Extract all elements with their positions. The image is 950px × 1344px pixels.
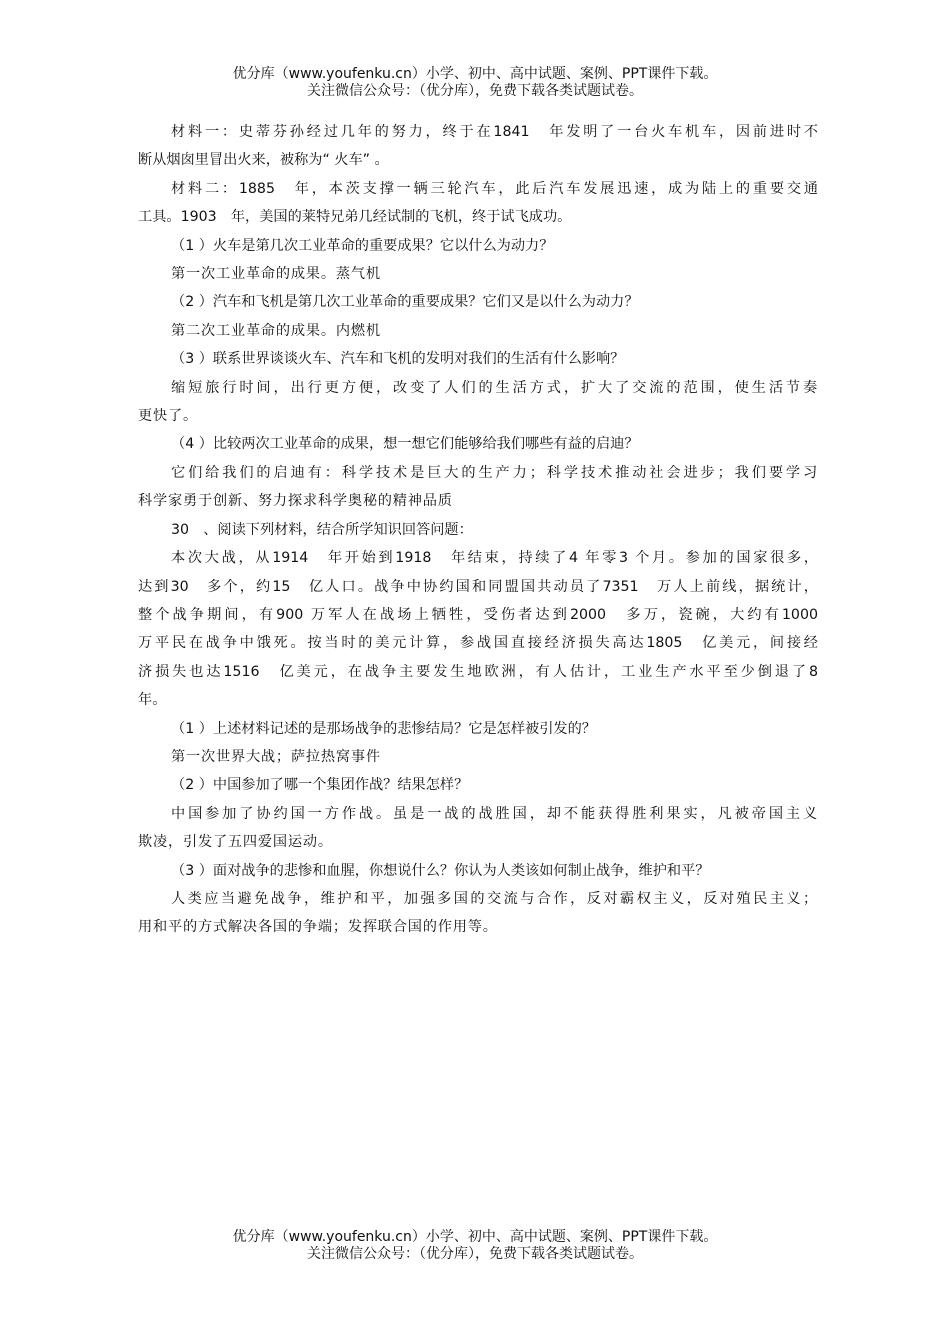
q29-question-2: （2 ）汽车和飞机是第几次工业革命的重要成果？它们又是以什么为动力？ [171, 294, 639, 311]
q29-question-1: （1 ）火车是第几次工业革命的重要成果？它以什么为动力？ [171, 237, 554, 254]
q30-question-2: （2 ）中国参加了哪一个集团作战？结果怎样？ [171, 777, 469, 794]
q30-question-3: （3 ）面对战争的悲惨和血腥，你想说什么？你认为人类该如何制止战争，维护和平？ [171, 862, 710, 879]
q29-material-one-line1: 材料一：史蒂芬孙经过几年的努力，终于在1841 年发明了一台火车机车，因前进时不 [171, 124, 818, 140]
q29-answer-4-line2: 科学家勇于创新、努力探求科学奥秘的精神品质 [138, 493, 453, 510]
q29-answer-3-line1: 缩短旅行时间，出行更方便，改变了人们的生活方式，扩大了交流的范围，使生活节奏 [171, 379, 818, 396]
q30-answer-3-line2: 用和平的方式解决各国的争端；发挥联合国的作用等。 [138, 919, 498, 936]
q30-answer-2-line2: 欺凌，引发了五四爱国运动。 [138, 834, 333, 851]
q29-question-4: （4 ）比较两次工业革命的成果，想一想它们能够给我们哪些有益的启迪？ [171, 436, 639, 453]
header-line-site: 优分库（www.youfenku.cn）小学、初中、高中试题、案例、PPT课件下载。 [232, 66, 718, 82]
q29-material-one-line2: 断从烟囱里冒出火来，被称为“ 火车” 。 [138, 152, 389, 169]
q30-material-line5: 济损失也达1516 亿美元，在战争主要发生地欧洲，有人估计，工业生产水平至少倒退了8 [138, 663, 818, 680]
q30-question-1: （1 ）上述材料记述的是那场战争的悲惨结局？它是怎样被引发的？ [171, 720, 596, 737]
q29-material-two-line2: 工具。1903 年，美国的莱特兄弟几经试制的飞机，终于试飞成功。 [138, 209, 572, 226]
q30-material-line3: 整个战争期间，有900 万军人在战场上牺牲，受伤者达到2000 多万，瓷碗，大约有1000 [138, 606, 818, 623]
q30-material-line4: 万平民在战争中饿死。按当时的美元计算，参战国直接经济损失高达1805 亿美元，间接经 [138, 635, 818, 652]
q30-material-line2: 达到30 多个，约15 亿人口。战争中协约国和同盟国共动员了7351 万人上前线，据统计， [138, 578, 818, 595]
q30-title: 30 、阅读下列材料，结合所学知识回答问题： [171, 521, 473, 538]
q30-answer-1: 第一次世界大战；萨拉热窝事件 [171, 748, 381, 765]
page-header [0, 66, 950, 100]
footer-line-site: 优分库（www.youfenku.cn）小学、初中、高中试题、案例、PPT课件下载。 [232, 1229, 718, 1245]
q29-answer-4-line1: 它们给我们的启迪有：科学技术是巨大的生产力；科学技术推动社会进步；我们要学习 [171, 464, 818, 481]
q30-material-line6: 年。 [138, 692, 167, 709]
footer-line-wechat: 关注微信公众号：（优分库），免费下载各类试题试卷。 [307, 1246, 643, 1262]
q30-material-line1: 本次大战，从1914 年开始到1918 年结束，持续了4 年零3 个月。参加的国家很多， [171, 550, 818, 567]
q29-answer-3-line2: 更快了。 [138, 408, 198, 425]
q29-answer-1: 第一次工业革命的成果。蒸气机 [171, 266, 381, 283]
q29-material-two-line1: 材料二：1885 年，本茨支撑一辆三轮汽车，此后汽车发展迅速，成为陆上的重要交通 [171, 180, 818, 197]
header-line-wechat: 关注微信公众号：（优分库），免费下载各类试题试卷。 [307, 83, 643, 99]
document-body [138, 118, 818, 942]
q30-answer-3-line1: 人类应当避免战争，维护和平，加强多国的交流与合作，反对霸权主义，反对殖民主义； [171, 890, 818, 907]
q29-question-3: （3 ）联系世界谈谈火车、汽车和飞机的发明对我们的生活有什么影响？ [171, 351, 625, 368]
q29-answer-2: 第二次工业革命的成果。内燃机 [171, 322, 381, 339]
page-footer [0, 1229, 950, 1263]
q30-answer-2-line1: 中国参加了协约国一方作战。虽是一战的战胜国，却不能获得胜利果实，凡被帝国主义 [171, 805, 818, 822]
